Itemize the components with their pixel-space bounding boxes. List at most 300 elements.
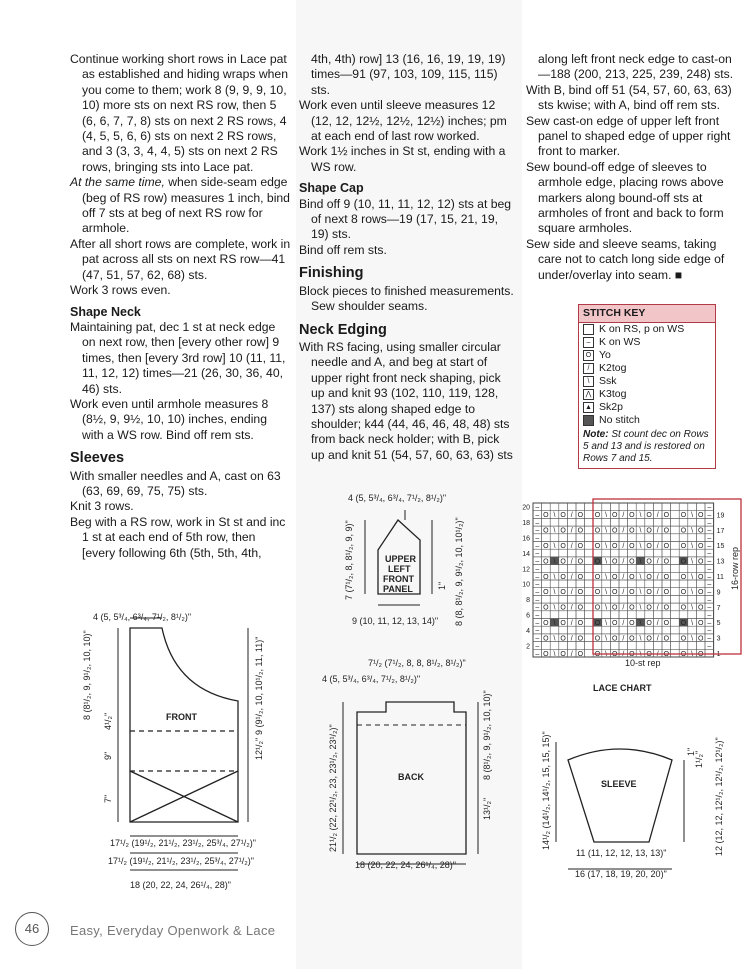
chart-stitch-symbol: \ (639, 573, 642, 581)
instruction-paragraph: Beg with a RS row, work in St st and inc 1 st at each end of 5th row, then [every following 6th (5th, 5th, 4th, (70, 514, 286, 560)
front-right-height: 9 (9¹/₂, 10, 10¹/₂, 11, 11)" (254, 636, 264, 735)
chart-stitch-symbol: – (535, 535, 540, 543)
ulf-label-line2: LEFT (388, 564, 411, 574)
chart-row-number: 13 (716, 558, 725, 566)
chart-stitch-symbol: O (577, 635, 584, 643)
chart-stitch-symbol: / (570, 527, 573, 535)
chart-stitch-symbol: O (577, 527, 584, 535)
chart-stitch-symbol: \ (605, 635, 608, 643)
chart-stitch-symbol: O (543, 604, 549, 612)
instruction-paragraph: Work 1½ inches in St st, ending with a WS row. (299, 144, 506, 174)
chart-stitch-symbol: \ (639, 543, 642, 550)
chart-stitch-symbol: O (697, 620, 704, 627)
chart-stitch-symbol: – (535, 650, 540, 658)
instruction-paragraph: Continue working short rows in Lace pat as established and hiding wraps when you come to them; work 8 (9, 9, 9, 10, 10) more sts on next RS row, then 5 (6, 6, 7, 7, 8) sts on next 2 RS rows, 4 (4, 5, 5, 6, 6) sts on next 2 RS rows, and 3 (3, 3, 4, 4, 5) sts on next 2 RS rows, bringing sts into Lace pat. (70, 52, 288, 174)
chart-stitch-symbol: – (535, 558, 540, 566)
chart-stitch-symbol: O (629, 650, 635, 658)
chart-stitch-symbol: O (680, 604, 687, 612)
chart-stitch-symbol: O (560, 527, 566, 535)
chart-stitch-symbol: O (560, 650, 566, 658)
chart-stitch-symbol: / (656, 650, 659, 658)
front-bottom-3: 18 (20, 22, 24, 26¹/₄, 28)" (130, 880, 231, 890)
chart-stitch-symbol: / (570, 604, 573, 612)
sleeve-bottom-width: 16 (17, 18, 19, 20, 20)" (575, 869, 667, 879)
sleeve-left-height: 14¹/₂ (14¹/₂, 14¹/₂, 15, 15, 15)" (541, 731, 551, 850)
chart-stitch-symbol: / (622, 512, 625, 520)
stitch-symbol-icon: ⋀ (583, 389, 594, 400)
chart-stitch-symbol: – (707, 558, 712, 566)
chart-row-number: 19 (716, 512, 725, 520)
lace-vertical-repeat: 16-row rep (730, 546, 740, 590)
chart-stitch-symbol: O (629, 589, 635, 597)
chart-stitch-symbol: – (707, 620, 712, 627)
chart-stitch-symbol: O (697, 543, 704, 550)
chart-row-number: 11 (716, 574, 724, 581)
chart-stitch-symbol: – (707, 543, 712, 550)
section-heading-shape-neck: Shape Neck (70, 304, 141, 319)
chart-stitch-symbol: O (611, 589, 618, 597)
chart-stitch-symbol: / (622, 527, 625, 535)
chart-stitch-symbol: O (629, 620, 635, 627)
ulf-right-height: 8 (8, 8¹/₂, 9, 9¹/₂, 10, 10¹/₂)" (454, 517, 464, 626)
chart-row-number: 8 (526, 597, 530, 605)
chart-stitch-symbol: O (697, 635, 704, 643)
chart-stitch-symbol: \ (605, 558, 608, 566)
chart-stitch-symbol: O (646, 512, 652, 520)
chart-stitch-symbol: O (680, 635, 687, 643)
chart-stitch-symbol: O (560, 573, 566, 581)
chart-stitch-symbol: \ (553, 604, 556, 612)
chart-stitch-symbol: / (570, 543, 573, 550)
chart-stitch-symbol: O (663, 543, 670, 550)
ulf-top-width: 4 (5, 5³/₄, 6³/₄, 7¹/₂, 8¹/₂)" (348, 493, 447, 503)
chart-stitch-symbol: \ (605, 589, 608, 597)
chart-stitch-symbol: \ (553, 543, 556, 550)
chart-stitch-symbol: \ (639, 512, 642, 520)
chart-stitch-symbol: O (560, 589, 566, 597)
chart-stitch-symbol: \ (605, 527, 608, 535)
note-label: Note: (583, 429, 609, 440)
chart-row-number: 6 (526, 612, 530, 620)
stitch-key-label: K3tog (599, 388, 627, 400)
chart-stitch-symbol: – (707, 612, 712, 620)
chart-stitch-symbol: O (680, 620, 687, 627)
front-right-lower: 12¹/₂" (254, 737, 264, 760)
chart-stitch-symbol: O (560, 558, 566, 566)
chart-row-number: 18 (522, 520, 530, 528)
chart-stitch-symbol: – (535, 604, 540, 612)
lace-chart-title: LACE CHART (593, 683, 652, 693)
chart-stitch-symbol: \ (691, 604, 694, 612)
chart-stitch-symbol: O (680, 589, 687, 597)
chart-row-number: 9 (716, 589, 721, 597)
note-text: St count dec on Rows 5 and 13 and is restored on Rows 7 and 15. (583, 429, 709, 464)
chart-stitch-symbol: / (570, 558, 573, 566)
sleeve-cap: 1¹/₂" (694, 750, 704, 768)
chart-stitch-symbol: / (656, 543, 659, 550)
chart-row-number: 15 (716, 543, 725, 551)
chart-stitch-symbol: O (577, 604, 584, 612)
stitch-symbol-icon: – (583, 337, 594, 348)
page-number: 46 (15, 912, 49, 946)
chart-stitch-symbol: / (570, 650, 573, 658)
chart-stitch-symbol: \ (553, 512, 556, 520)
ulf-label-line1: UPPER (385, 554, 417, 564)
instruction-paragraph: With RS facing, using smaller circular needle and A, and beg at start of upper right front neck shaping, pick up and knit 93 (102, 110, 119, 128, 137) sts along shaped edge to shoulder; k44 (44, 46, 46, 48, 48) sts from back neck holder; with B, pick up and knit 51 (54, 57, 60, 63, 63) sts (299, 339, 513, 462)
chart-stitch-symbol: O (594, 650, 601, 658)
chart-stitch-symbol: O (594, 604, 601, 612)
back-right-lower: 13¹/₂" (482, 797, 492, 820)
stitch-key-title: STITCH KEY (579, 305, 715, 323)
chart-stitch-symbol: O (594, 589, 601, 597)
chart-stitch-symbol: / (570, 635, 573, 643)
chart-stitch-symbol: O (646, 543, 652, 550)
back-right-height: 8 (8¹/₂, 9, 9¹/₂, 10, 10)" (482, 690, 492, 780)
chart-stitch-symbol: – (535, 550, 540, 558)
chart-stitch-symbol: O (543, 635, 549, 643)
chart-stitch-symbol: \ (691, 527, 694, 535)
chart-stitch-symbol: \ (553, 635, 556, 643)
stitch-symbol-icon: O (583, 350, 594, 361)
chart-stitch-symbol: O (646, 527, 652, 535)
chart-stitch-symbol: / (656, 589, 659, 597)
sleeve-outline (568, 749, 672, 842)
chart-stitch-symbol: – (535, 512, 540, 520)
lace-chart-grid (522, 503, 724, 658)
chart-stitch-symbol: O (680, 512, 687, 520)
chart-stitch-symbol: – (535, 627, 540, 635)
chart-stitch-symbol: O (680, 527, 687, 535)
section-heading-finishing: Finishing (299, 265, 364, 282)
chart-stitch-symbol: O (663, 635, 670, 643)
instruction-paragraph: Bind off rem sts. (299, 242, 387, 257)
chart-stitch-symbol: \ (553, 650, 556, 658)
instruction-paragraph: 4th, 4th) row] 13 (16, 16, 19, 19, 19) times—91 (97, 103, 109, 115, 115) sts. (311, 52, 506, 97)
chart-stitch-symbol: / (656, 573, 659, 581)
chart-stitch-symbol: \ (639, 589, 642, 597)
chart-stitch-symbol: O (577, 650, 584, 658)
chart-stitch-symbol: \ (639, 635, 642, 643)
chart-stitch-symbol: – (535, 566, 540, 574)
section-heading-sleeves: Sleeves (70, 450, 125, 467)
chart-stitch-symbol: – (535, 620, 540, 627)
instruction-paragraph: Block pieces to finished measurements. Sew shoulder seams. (299, 283, 514, 314)
chart-stitch-symbol: \ (605, 512, 608, 520)
chart-stitch-symbol: / (656, 512, 659, 520)
chart-stitch-symbol: O (663, 512, 670, 520)
chart-stitch-symbol: \ (691, 558, 694, 566)
chart-stitch-symbol: O (646, 620, 652, 627)
chart-stitch-symbol: \ (639, 604, 642, 612)
chart-row-number: 10 (522, 581, 530, 589)
back-top-shoulder: 4 (5, 5³/₄, 6³/₄, 7¹/₂, 8¹/₂)" (322, 674, 421, 684)
instruction-paragraph: Sew cast-on edge of upper left front panel to shaped edge of upper right front to marker. (526, 113, 731, 159)
chart-stitch-symbol: O (611, 620, 618, 627)
instruction-text: when side-seam edge (beg of RS row) measures 1 inch, bind off 7 sts at beg of next RS row for armhole. (82, 175, 290, 236)
chart-stitch-symbol: O (594, 573, 601, 581)
chart-stitch-symbol: O (611, 604, 618, 612)
chart-stitch-symbol: – (535, 504, 540, 512)
chart-stitch-symbol: / (570, 589, 573, 597)
instruction-paragraph: along left front neck edge to cast-on—188 (200, 213, 225, 239, 248) sts. (538, 52, 734, 82)
stitch-key-label: K2tog (599, 362, 627, 374)
chart-stitch-symbol: – (535, 643, 540, 651)
stitch-key-label: K on RS, p on WS (599, 323, 685, 335)
chart-stitch-symbol: O (697, 558, 704, 566)
chart-row-number: 2 (526, 643, 530, 651)
chart-stitch-symbol: O (577, 573, 584, 581)
chart-stitch-symbol: O (629, 558, 635, 566)
ulf-left-height: 7 (7¹/₂, 8, 8¹/₂, 9, 9)" (344, 520, 354, 600)
chart-stitch-symbol: / (622, 589, 625, 597)
ulf-label-line4: PANEL (383, 584, 413, 594)
chart-stitch-symbol: O (560, 512, 566, 520)
chart-stitch-symbol: O (697, 604, 704, 612)
instruction-paragraph: Knit 3 rows. (70, 499, 134, 514)
instruction-paragraph: Maintaining pat, dec 1 st at neck edge on next row, then [every other row] 9 times, then [every 3rd row] 10 (11, 11, 11, 12, 12) times—21 (26, 30, 36, 40, 46) sts. (70, 319, 286, 396)
chart-stitch-symbol: / (570, 512, 573, 520)
chart-stitch-symbol: O (697, 573, 704, 581)
chart-row-number: 7 (716, 604, 721, 612)
sleeve-label: SLEEVE (601, 779, 637, 789)
chart-stitch-symbol: O (680, 573, 687, 581)
chart-stitch-symbol: – (707, 650, 712, 658)
chart-stitch-symbol: \ (605, 604, 608, 612)
chart-stitch-symbol: / (622, 650, 625, 658)
chart-stitch-symbol: \ (553, 589, 556, 597)
chart-stitch-symbol: O (577, 543, 584, 550)
chart-stitch-symbol: O (663, 558, 670, 566)
chart-stitch-symbol: – (707, 566, 712, 574)
chart-stitch-symbol: O (646, 558, 652, 566)
chart-stitch-symbol: \ (691, 650, 694, 658)
chart-stitch-symbol: O (577, 558, 584, 566)
chart-stitch-symbol: / (622, 543, 625, 550)
front-bottom-2: 17¹/₂ (19¹/₂, 21¹/₂, 23¹/₂, 25³/₄, 27¹/₂)" (108, 856, 254, 866)
lace-horizontal-repeat: 10-st rep (625, 658, 661, 668)
chart-stitch-symbol: / (570, 573, 573, 581)
section-heading-shape-cap: Shape Cap (299, 181, 364, 196)
back-left-height: 21¹/₂ (22, 22¹/₂, 23, 23¹/₂, 23¹/₂)" (328, 724, 338, 852)
chart-stitch-symbol: O (594, 620, 601, 627)
chart-stitch-symbol: \ (691, 573, 694, 581)
chart-stitch-symbol: O (697, 589, 704, 597)
chart-stitch-symbol: \ (691, 620, 694, 627)
instruction-text: Sew side and sleeve seams, taking care not to catch long side edge of under/overlay into seam. (526, 236, 725, 282)
chart-stitch-symbol: / (622, 558, 625, 566)
chart-stitch-symbol: / (656, 527, 659, 535)
ulf-small: 1" (437, 581, 447, 590)
book-title: Easy, Everyday Openwork & Lace (70, 923, 276, 938)
instruction-paragraph: With smaller needles and A, cast on 63 (63, 69, 69, 75, 75) sts. (70, 468, 281, 498)
chart-stitch-symbol: – (707, 550, 712, 558)
chart-stitch-symbol: O (697, 512, 704, 520)
chart-stitch-symbol: O (611, 543, 618, 550)
chart-stitch-symbol: O (629, 512, 635, 520)
stitch-key-label: No stitch (599, 414, 640, 426)
chart-stitch-symbol: O (663, 620, 670, 627)
chart-stitch-symbol: / (656, 620, 659, 627)
chart-stitch-symbol: \ (605, 543, 608, 550)
front-left-low1: 9" (103, 751, 113, 760)
chart-stitch-symbol: – (535, 581, 540, 589)
chart-stitch-symbol: O (629, 527, 635, 535)
chart-row-number: 17 (716, 527, 725, 535)
chart-stitch-symbol: – (707, 504, 712, 512)
chart-stitch-symbol: / (622, 573, 625, 581)
chart-stitch-symbol: O (543, 543, 549, 550)
chart-stitch-symbol: – (707, 635, 712, 643)
chart-stitch-symbol: – (707, 596, 712, 604)
front-left-mid: 4¹/₂" (103, 712, 113, 730)
chart-stitch-symbol: O (680, 543, 687, 550)
instruction-paragraph: Work 3 rows even. (70, 283, 171, 298)
back-top-neck: 7¹/₂ (7¹/₂, 8, 8, 8¹/₂, 8¹/₂)" (368, 658, 466, 668)
chart-stitch-symbol: – (535, 573, 540, 581)
chart-stitch-symbol: \ (605, 573, 608, 581)
chart-stitch-symbol: – (535, 519, 540, 527)
chart-stitch-symbol: / (656, 604, 659, 612)
chart-stitch-symbol: O (543, 589, 549, 597)
front-left-height: 8 (8¹/₂, 9, 9¹/₂, 10, 10)" (82, 630, 92, 720)
emphasis: At the same time, (70, 175, 165, 190)
chart-stitch-symbol: O (663, 573, 670, 581)
chart-stitch-symbol: O (611, 558, 618, 566)
chart-stitch-symbol: \ (553, 558, 556, 566)
front-outline (130, 628, 238, 822)
stitch-symbol-icon: ▲ (583, 402, 594, 413)
ulf-bottom-width: 9 (10, 11, 12, 13, 14)" (352, 616, 439, 626)
instruction-paragraph: After all short rows are complete, work in pat across all sts on next RS row—41 (47, 51, 57, 62, 68) sts. (70, 236, 291, 282)
chart-stitch-symbol: O (543, 512, 549, 520)
chart-stitch-symbol: – (707, 512, 712, 520)
chart-stitch-symbol: / (570, 620, 573, 627)
chart-stitch-symbol: \ (639, 620, 642, 627)
chart-stitch-symbol: – (707, 519, 712, 527)
chart-stitch-symbol: O (646, 635, 652, 643)
chart-stitch-symbol: O (697, 650, 704, 658)
chart-stitch-symbol: O (594, 527, 601, 535)
chart-stitch-symbol: O (543, 558, 549, 566)
chart-stitch-symbol: / (622, 635, 625, 643)
chart-stitch-symbol: O (629, 543, 635, 550)
end-mark: ■ (674, 267, 683, 282)
chart-stitch-symbol: O (629, 573, 635, 581)
chart-stitch-symbol: O (560, 543, 566, 550)
chart-stitch-symbol: \ (553, 527, 556, 535)
chart-stitch-symbol: O (560, 620, 566, 627)
chart-stitch-symbol: O (577, 512, 584, 520)
chart-row-number: 1 (716, 651, 721, 658)
chart-stitch-symbol: \ (553, 573, 556, 581)
chart-stitch-symbol: O (646, 573, 652, 581)
instruction-paragraph: Bind off 9 (10, 11, 11, 12, 12) sts at beg of next 8 rows—19 (17, 15, 21, 19, 19) sts. (299, 196, 512, 242)
stitch-key-label: Sk2p (599, 401, 623, 413)
chart-stitch-symbol: – (535, 527, 540, 535)
chart-stitch-symbol: \ (639, 558, 642, 566)
chart-stitch-symbol: – (535, 612, 540, 620)
chart-stitch-symbol: O (646, 650, 652, 658)
chart-stitch-symbol: O (560, 604, 566, 612)
chart-stitch-symbol: O (543, 527, 549, 535)
chart-stitch-symbol: – (707, 581, 712, 589)
chart-stitch-symbol: / (656, 558, 659, 566)
chart-stitch-symbol: – (707, 627, 712, 635)
sleeve-cap-small: 1" (686, 747, 696, 756)
chart-stitch-symbol: \ (691, 512, 694, 520)
chart-stitch-symbol: \ (691, 543, 694, 550)
ulf-label-line3: FRONT (383, 574, 414, 584)
instruction-paragraph: Sew bound-off edge of sleeves to armhole edge, placing rows above markers along bound-off sts at armholes of front and back to form square armholes. (526, 159, 724, 236)
chart-stitch-symbol: – (535, 596, 540, 604)
chart-stitch-symbol: O (697, 527, 704, 535)
front-top-width: 4 (5, 5³/₄, 6³/₄, 7¹/₂, 8¹/₂)" (93, 612, 192, 622)
chart-row-number: 4 (526, 627, 530, 635)
chart-row-number: 3 (716, 635, 721, 643)
chart-stitch-symbol: O (594, 558, 601, 566)
chart-stitch-symbol: \ (691, 589, 694, 597)
chart-stitch-symbol: O (611, 650, 618, 658)
chart-row-number: 20 (522, 504, 530, 512)
chart-stitch-symbol: O (629, 604, 635, 612)
instruction-paragraph: With B, bind off 51 (54, 57, 60, 63, 63) sts kwise; with A, bind off rem sts. (526, 82, 732, 113)
stitch-key-label: K on WS (599, 336, 641, 348)
chart-stitch-symbol: O (594, 512, 601, 520)
front-left-low2: 7" (103, 794, 113, 803)
instruction-paragraph: Work even until sleeve measures 12 (12, 12, 12½, 12½, 12½) inches; pm at each end of last row worked. (299, 98, 507, 144)
back-label: BACK (398, 772, 424, 782)
chart-stitch-symbol: – (707, 573, 712, 581)
chart-stitch-symbol: O (560, 635, 566, 643)
chart-stitch-symbol: O (646, 604, 652, 612)
chart-stitch-symbol: \ (605, 650, 608, 658)
chart-stitch-symbol: – (707, 527, 712, 535)
instruction-paragraph: Work even until armhole measures 8 (8½, 9, 9½, 10, 10) inches, ending with a WS row. Bind off rem sts. (70, 396, 269, 442)
chart-row-number: 14 (522, 550, 530, 558)
chart-stitch-symbol: O (629, 635, 635, 643)
chart-stitch-symbol: O (611, 527, 618, 535)
section-heading-neck-edging: Neck Edging (299, 321, 387, 338)
chart-stitch-symbol: O (611, 635, 618, 643)
sleeve-bottom-cuff: 11 (11, 12, 12, 13, 13)" (576, 848, 667, 858)
chart-stitch-symbol: O (577, 589, 584, 597)
chart-stitch-symbol: O (663, 527, 670, 535)
chart-stitch-symbol: – (707, 643, 712, 651)
chart-stitch-symbol: O (543, 573, 549, 581)
chart-stitch-symbol: – (535, 635, 540, 643)
chart-stitch-symbol: O (611, 573, 618, 581)
chart-stitch-symbol: \ (605, 620, 608, 627)
front-label: FRONT (166, 712, 197, 722)
sleeve-right-height: 12 (12, 12, 12¹/₂, 12¹/₂, 12¹/₂)" (714, 737, 724, 856)
chart-row-number: 12 (522, 566, 530, 574)
chart-stitch-symbol: / (622, 604, 625, 612)
chart-stitch-symbol: \ (639, 527, 642, 535)
chart-stitch-symbol: – (707, 535, 712, 543)
chart-row-number: 16 (522, 535, 530, 543)
front-bottom-1: 17¹/₂ (19¹/₂, 21¹/₂, 23¹/₂, 25³/₄, 27¹/₂)" (110, 838, 256, 848)
stitch-symbol-icon: \ (583, 376, 594, 387)
chart-stitch-symbol: – (707, 589, 712, 597)
chart-stitch-symbol: / (656, 635, 659, 643)
chart-stitch-symbol: O (594, 635, 601, 643)
chart-stitch-symbol: \ (639, 650, 642, 658)
chart-stitch-symbol: O (543, 650, 549, 658)
chart-stitch-symbol: O (611, 512, 618, 520)
chart-stitch-symbol: / (622, 620, 625, 627)
chart-stitch-symbol: O (663, 589, 670, 597)
chart-row-number: 5 (716, 620, 721, 628)
